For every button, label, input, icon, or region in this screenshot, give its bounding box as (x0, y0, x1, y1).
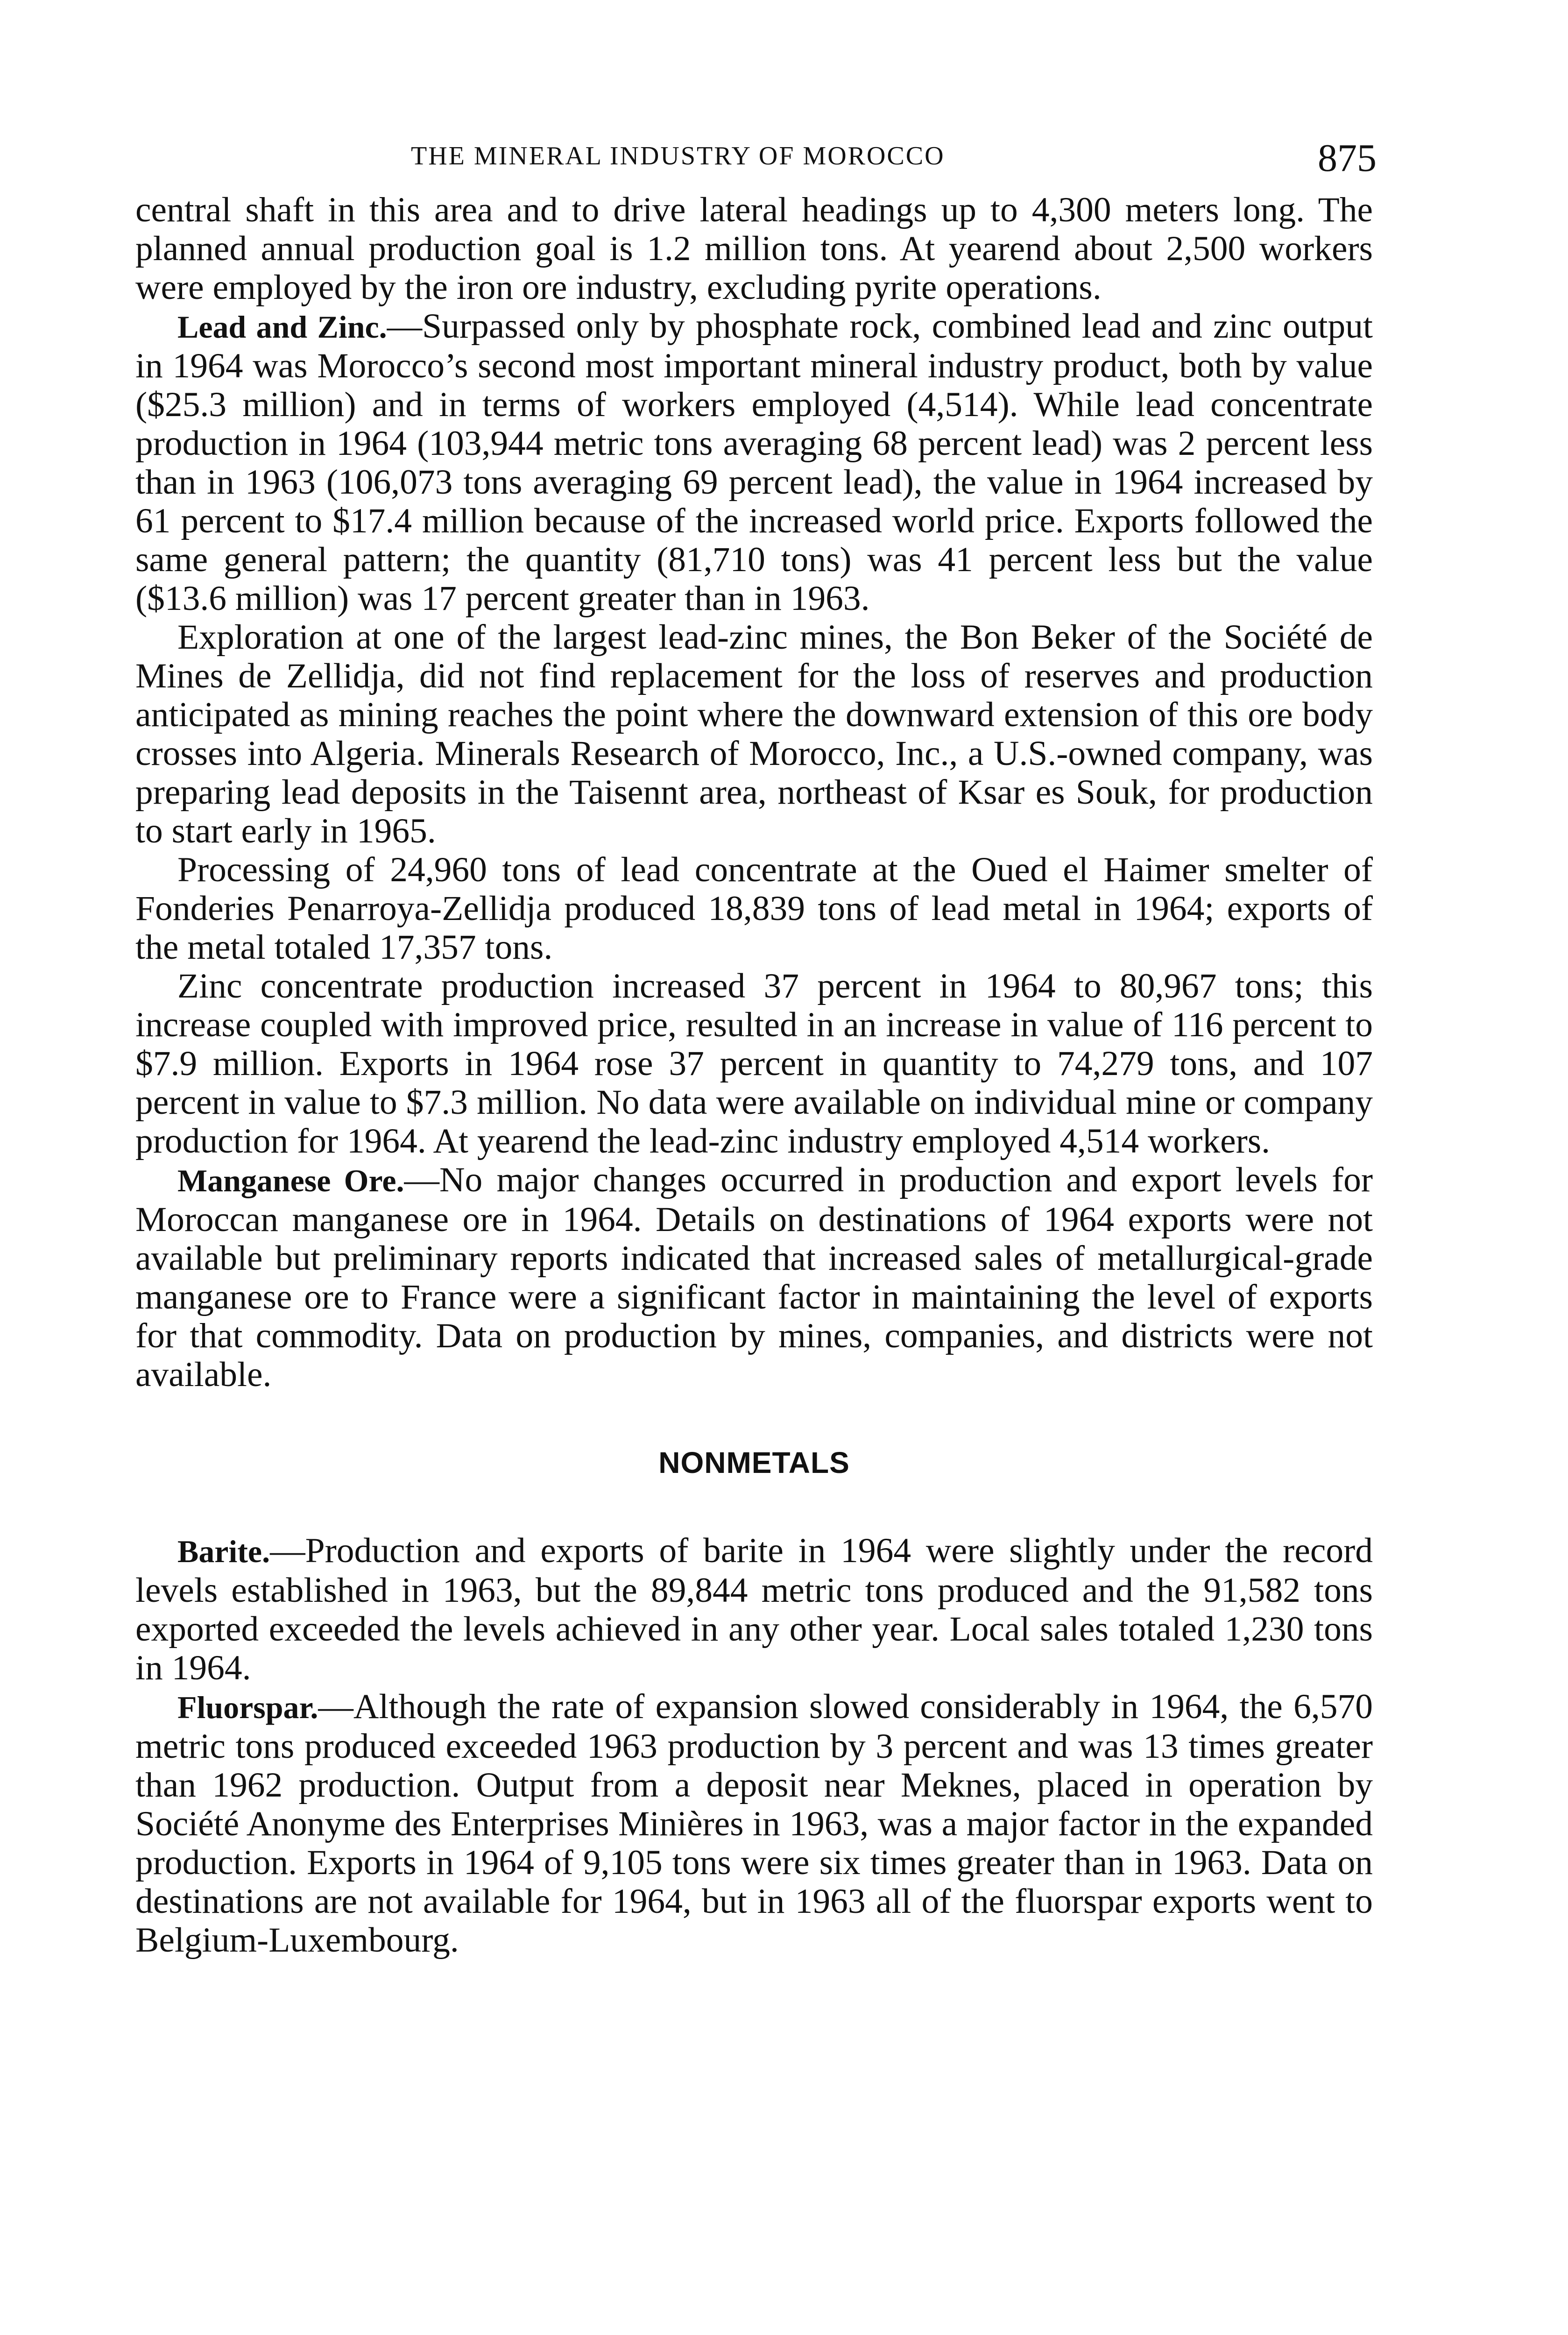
paragraph-text: central shaft in this area and to drive lateral headings up to 4,300 meters long. The planned annual production goal is 1.2 million tons. At yearend about 2,500 workers were employed by the iron ore industry, excluding pyrite operations. (135, 191, 1373, 307)
running-title: THE MINERAL INDUSTRY OF MOROCCO (411, 142, 945, 170)
paragraph-text: —Surpassed only by phosphate rock, combined lead and zinc output in 1964 was Morocco’s second most important mineral industry product, both by value ($25.3 million) and in terms of workers employed (4,514). While lead concentrate production in 1964 (103,944 metric tons averaging 68 percent lead) was 2 percent less than in 1963 (106,073 tons averaging 69 percent lead), the value in 1964 increased by 61 percent to $17.4 million because of the increased world price. Exports followed the same general pattern; the quantity (81,710 tons) was 41 percent less but the value ($13.6 million) was 17 percent greater than in 1963. (135, 307, 1373, 618)
paragraph-fluorspar (135, 1687, 1373, 1960)
paragraph-iron-ore-continued (135, 191, 1373, 307)
paragraph-lead-and-zinc (135, 307, 1373, 618)
paragraph-text: Zinc concentrate production increased 37 percent in 1964 to 80,967 tons; this increase coupled with improved price, resulted in an increase in value of 116 percent to $7.9 million. Exports in 1964 rose 37 percent in quantity to 74,279 tons, and 107 percent in value to $7.3 million. No data were available on individual mine or company production for 1964. At yearend the lead-zinc industry employed 4,514 workers. (135, 967, 1373, 1160)
paragraph-text: —No major changes occurred in production and export levels for Moroccan manganese ore in 1964. Details on destinations of 1964 exports were not available but preliminary reports indicated that increased sales of metallurgical-grade manganese ore to France were a significant factor in maintaining the level of exports for that commodity. Data on production by mines, companies, and districts were not available. (135, 1160, 1373, 1394)
run-in-heading-barite: Barite. (177, 1534, 270, 1569)
run-in-heading-lead-and-zinc: Lead and Zinc. (177, 309, 387, 345)
paragraph-text: —Production and exports of barite in 1964 were slightly under the record levels established in 1963, but the 89,844 metric tons produced and the 91,582 tons exported exceeded the levels achieved in any other year. Local sales totaled 1,230 tons in 1964. (135, 1531, 1373, 1687)
paragraph-text: —Although the rate of expansion slowed considerably in 1964, the 6,570 metric tons produced exceeded 1963 production by 3 percent and was 13 times greater than 1962 production. Output from a deposit near Meknes, placed in operation by Société Anonyme des Enterprises Minières in 1963, was a major factor in the expanded production. Exports in 1964 of 9,105 tons were six times greater than in 1963. Data on destinations are not available for 1964, but in 1963 all of the fluorspar exports went to Belgium-Luxembourg. (135, 1687, 1373, 1960)
metals-section (135, 191, 1373, 1394)
document-page (135, 135, 1377, 2335)
run-in-heading-fluorspar: Fluorspar. (177, 1690, 318, 1725)
paragraph-text: Processing of 24,960 tons of lead concentrate at the Oued el Haimer smelter of Fonderies Penarroya-Zellidja produced 18,839 tons of lead metal in 1964; exports of the metal totaled 17,357 tons. (135, 850, 1373, 967)
nonmetals-section (135, 1531, 1373, 1960)
paragraph-zinc-concentrate (135, 967, 1373, 1160)
run-in-heading-manganese-ore: Manganese Ore. (177, 1163, 404, 1198)
paragraph-exploration (135, 618, 1373, 850)
paragraph-manganese-ore (135, 1160, 1373, 1394)
paragraph-barite (135, 1531, 1373, 1687)
running-head (135, 135, 1377, 182)
paragraph-processing (135, 850, 1373, 967)
section-heading-nonmetals: NONMETALS (658, 1446, 850, 1479)
page-number: 875 (1318, 136, 1377, 180)
paragraph-text: Exploration at one of the largest lead-zinc mines, the Bon Beker of the Société de Mines de Zellidja, did not find replacement for the loss of reserves and production anticipated as mining reaches the point where the downward extension of this ore body crosses into Algeria. Minerals Research of Morocco, Inc., a U.S.-owned company, was preparing lead deposits in the Taisennt area, northeast of Ksar es Souk, for production to start early in 1965. (135, 618, 1373, 850)
